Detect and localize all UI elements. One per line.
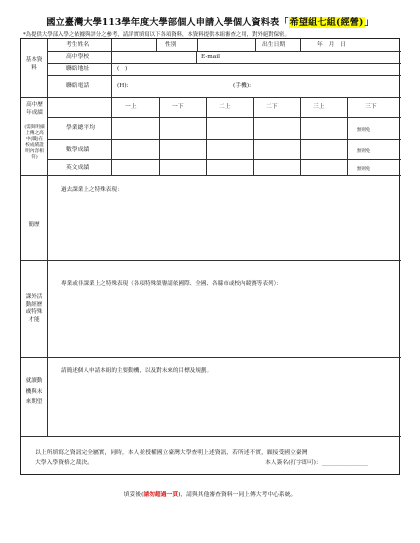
term-header: 二下	[266, 104, 278, 110]
term-header: 二上	[219, 104, 231, 110]
grid-line	[253, 97, 254, 175]
grid-line	[47, 63, 401, 64]
address-value: ( )	[117, 66, 128, 72]
grade-row-note: 無則免	[357, 149, 371, 154]
title-suffix: 」	[364, 17, 374, 28]
school-label: 高中學校	[66, 54, 90, 60]
declaration-line-2: 大學入學資格之裁決。	[35, 460, 93, 466]
birthdate-units: 年 月 日	[317, 42, 346, 48]
footer-instruction	[0, 489, 420, 498]
mobile-phone-label: (手機):	[233, 83, 252, 89]
section-label-motivation: 就讀動機與未來期望	[25, 378, 43, 406]
motivation-prompt: 請簡述個人申請本組的主要動機，以及對未來的目標及規劃。	[61, 368, 213, 374]
title-prefix: 國立臺灣大學113學年度大學部個人申請入學個人資料表「	[46, 17, 289, 28]
section-label-basic: 基本資料	[25, 57, 43, 71]
gender-label: 性別	[165, 42, 177, 48]
grid-line	[156, 39, 157, 51]
grid-line	[21, 436, 401, 437]
section-note-grades: (需與明細上傳之高中(職)在校成績證明內容相符)	[24, 125, 45, 160]
grid-line	[21, 97, 401, 98]
confidentiality-notice: *為提供大學部入學之依據與評分之參考，請詳實填寫以下各項資料，本資料提供本組審查之用，對外絕對保密。	[23, 32, 290, 38]
footer-prefix: 填妥後(	[123, 492, 144, 498]
section-label-grades: 高中歷年成績	[26, 102, 43, 116]
grid-line	[21, 175, 401, 176]
grid-line	[255, 39, 256, 51]
grid-line	[47, 75, 401, 76]
home-phone-label: (H):	[117, 83, 129, 89]
grade-row-note: 無則免	[357, 128, 371, 133]
section-label-achievements: 簡歷	[28, 222, 40, 228]
grid-line	[196, 51, 197, 63]
grade-row-note: 無則免	[357, 167, 371, 172]
term-header: 一下	[172, 104, 184, 110]
grid-line	[111, 97, 112, 175]
grid-line	[206, 97, 207, 175]
application-form-table	[20, 38, 400, 475]
name-label: 考生姓名	[66, 42, 90, 48]
grid-line	[21, 260, 401, 261]
email-label: E-mail	[201, 54, 220, 60]
declaration-line-1: 以上所填寫之資訊完全屬實，同時，本人並授權國立臺灣大學查明上述資訊，若所述不實，願接受國立臺灣	[35, 450, 308, 456]
grid-line	[21, 357, 401, 358]
form-title	[0, 14, 420, 28]
grid-line	[300, 97, 301, 175]
grade-row-label: 學業總平均	[66, 125, 95, 131]
term-header: 三下	[365, 104, 377, 110]
term-header: 三上	[313, 104, 325, 110]
grid-line	[159, 97, 160, 175]
grid-line	[111, 39, 112, 97]
grid-line	[347, 97, 348, 175]
achievements-prompt: 過去課業上之特殊表現：	[61, 187, 123, 193]
grade-row-label: 英文成績	[66, 165, 90, 171]
address-label: 聯絡地址	[66, 66, 90, 72]
grid-line	[300, 39, 301, 51]
page-limit-warning: 請勿超過一頁	[143, 492, 179, 498]
title-highlight: 希望組七組(經營)	[289, 17, 364, 28]
birthdate-label: 出生日期	[262, 42, 286, 48]
term-header: 一上	[125, 104, 137, 110]
grid-line	[47, 51, 401, 52]
signature-label: 本人簽名(打字即可)：________________	[265, 460, 369, 466]
extracurricular-prompt: 專業或非課業上之特殊表現（各項特殊榮譽請依國際、全國、各縣市或校內競賽等表列）：	[61, 281, 282, 287]
grid-line	[47, 39, 48, 436]
grade-row-label: 數學成績	[66, 147, 90, 153]
section-label-extracurricular: 課外活動經歷或特殊才能	[25, 294, 43, 323]
phone-label: 聯絡電話	[66, 83, 90, 89]
footer-suffix: )，請與其他審查資料一同上傳大考中心系統。	[178, 492, 297, 498]
grid-line	[197, 39, 198, 51]
